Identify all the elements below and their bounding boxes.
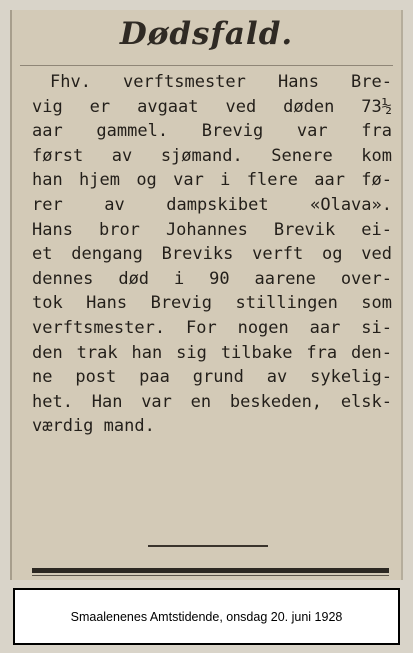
- heading-divider: [20, 65, 393, 66]
- column-divider-thin: [32, 575, 389, 576]
- article-line: han hjem og var i flere aar fø-: [32, 170, 392, 191]
- article-line: vig er avgaat ved døden 73½: [32, 96, 392, 117]
- article-line: Fhv. verftsmester Hans Bre-: [50, 72, 392, 92]
- article-line: Hans bror Johannes Brevik ei-: [32, 219, 392, 240]
- article-line: verftsmester. For nogen aar si-: [32, 317, 392, 338]
- newspaper-clipping: [10, 10, 403, 580]
- article-line: aar gammel. Brevig var fra: [32, 121, 392, 142]
- article-line: først av sjømand. Senere kom: [32, 145, 392, 166]
- source-caption: Smaalenenes Amtstidende, onsdag 20. juni 1928: [70, 609, 343, 624]
- article-line: het. Han var en beskeden, elsk-: [32, 391, 392, 412]
- end-of-article-rule: [148, 545, 268, 547]
- article-line: den trak han sig tilbake fra den-: [32, 342, 392, 363]
- source-caption-box: [13, 588, 400, 645]
- article-line: tok Hans Brevig stillingen som: [32, 293, 392, 314]
- article-line: værdig mand.: [32, 416, 155, 437]
- article-line: rer av dampskibet «Olava».: [32, 194, 392, 215]
- article-heading: Dødsfald.: [119, 16, 294, 52]
- article-body: [32, 70, 392, 439]
- article-line: et dengang Breviks verft og ved: [32, 244, 392, 265]
- article-line: dennes død i 90 aarene over-: [32, 268, 392, 289]
- column-divider: [32, 568, 389, 573]
- article-line: ne post paa grund av sykelig-: [32, 367, 392, 388]
